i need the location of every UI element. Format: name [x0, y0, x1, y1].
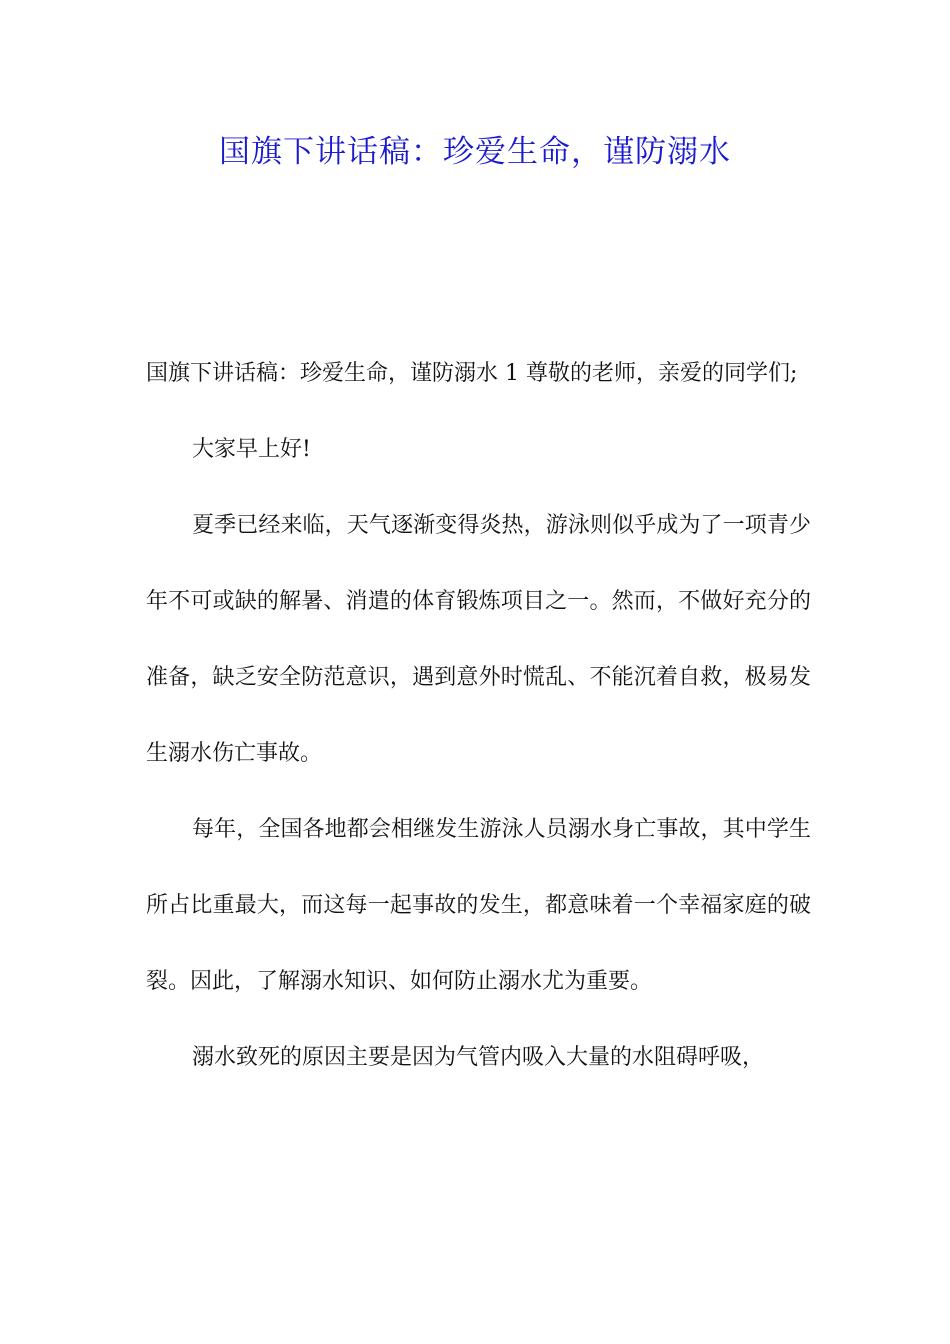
- document-body: [146, 336, 811, 1096]
- paragraph-causes: 溺水致死的原因主要是因为气管内吸入大量的水阻碍呼吸，: [192, 1045, 765, 1070]
- paragraph-summer: 夏季已经来临，天气逐渐变得炎热，游泳则似乎成为了一项青少年不可或缺的解暑、消遣的体育锻炼项目之一。然而，不做好充分的准备，缺乏安全防范意识，遇到意外时慌乱、不能沉着自救，极易发生溺水伤亡事故。: [146, 513, 811, 766]
- document-title: 国旗下讲话稿：珍爱生命，谨防溺水: [219, 134, 731, 170]
- paragraph-greeting: 大家早上好!: [192, 437, 311, 462]
- paragraph-salutation: 国旗下讲话稿：珍爱生命，谨防溺水 1 尊敬的老师，亲爱的同学们;: [146, 361, 798, 386]
- paragraph-accidents: 每年，全国各地都会相继发生游泳人员溺水身亡事故，其中学生所占比重最大，而这每一起事故的发生，都意味着一个幸福家庭的破裂。因此，了解溺水知识、如何防止溺水尤为重要。: [146, 817, 811, 994]
